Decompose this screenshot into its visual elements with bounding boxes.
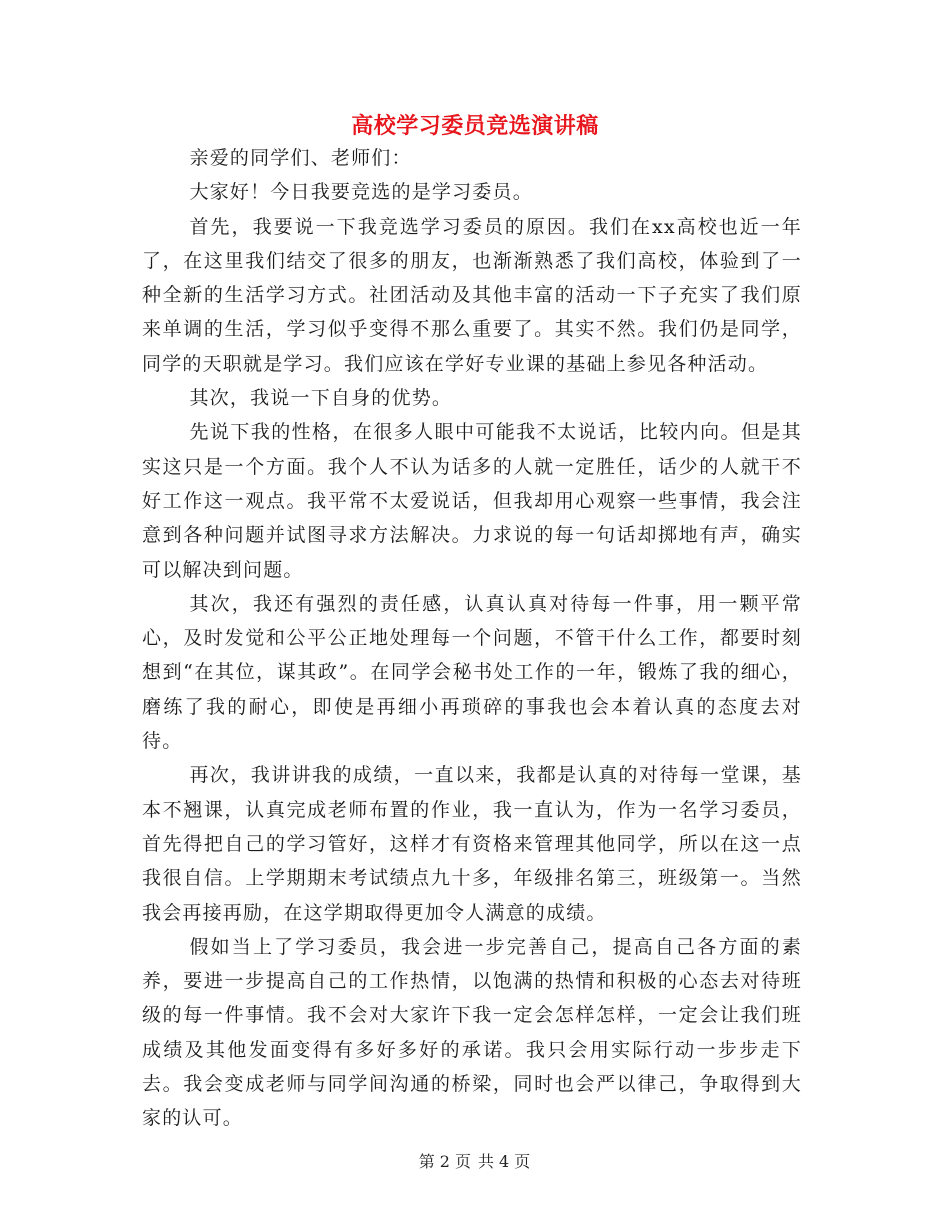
paragraph-advantage-intro: 其次，我说一下自身的优势。: [189, 387, 453, 410]
document-title: 高校学习委员竞选演讲稿: [351, 113, 599, 139]
paragraph-opening: 大家好！今日我要竞选的是学习委员。: [189, 181, 533, 204]
document-body: [142, 141, 802, 1136]
footer-prefix: 第: [418, 1152, 436, 1171]
paragraph-reason: 首先，我要说一下我竞选学习委员的原因。我们在xx高校也近一年了，在这里我们结交了很多的朋友，也渐渐熟悉了我们高校，体验到了一种全新的生活学习方式。社团活动及其他丰富的活动一下子充实了我们原来单调的生活，学习似乎变得不那么重要了。其实不然。我们仍是同学，同学的天职就是学习。我们应该在学好专业课的基础上参见各种活动。: [142, 215, 802, 375]
paragraph-responsibility: 其次，我还有强烈的责任感，认真认真对待每一件事，用一颗平常心，及时发觉和公平公正地处理每一个问题，不管干什么工作，都要时刻想到“在其位，谋其政”。在同学会秘书处工作的一年，锻炼了我的细心，磨练了我的耐心，即使是再细小再琐碎的事我也会本着认真的态度去对待。: [142, 592, 802, 753]
footer-total-pages: 4: [499, 1152, 511, 1171]
footer-current-page: 2: [439, 1152, 451, 1171]
paragraph-achievements: 再次，我讲讲我的成绩，一直以来，我都是认真的对待每一堂课，基本不翘课，认真完成老师布置的作业，我一直认为，作为一名学习委员，首先得把自己的学习管好，这样才有资格来管理其他同学，所以在这一点我很自信。上学期期末考试绩点九十多，年级排名第三，班级第一。当然我会再接再励，在这学期取得更加令人满意的成绩。: [142, 764, 802, 924]
paragraph-greeting: 亲爱的同学们、老师们：: [189, 147, 412, 169]
paragraph-personality: 先说下我的性格，在很多人眼中可能我不太说话，比较内向。但是其实这只是一个方面。我个人不认为话多的人就一定胜任，话少的人就干不好工作这一观点。我平常不太爱说话，但我却用心观察一些事情，我会注意到各种问题并试图寻求方法解决。力求说的每一句话却掷地有声，确实可以解决到问题。: [142, 421, 802, 581]
paragraph-commitment: 假如当上了学习委员，我会进一步完善自己，提高自己各方面的素养，要进一步提高自己的工作热情，以饱满的热情和积极的心态去对待班级的每一件事情。我不会对大家许下我一定会怎样怎样，一定会让我们班成绩及其他发面变得有多好多好的承诺。我只会用实际行动一步步走下去。我会变成老师与同学间沟通的桥梁，同时也会严以律己，争取得到大家的认可。: [142, 935, 802, 1130]
footer-middle: 页 共: [454, 1152, 496, 1171]
footer-suffix: 页: [514, 1152, 532, 1171]
page-footer: [0, 1150, 950, 1174]
